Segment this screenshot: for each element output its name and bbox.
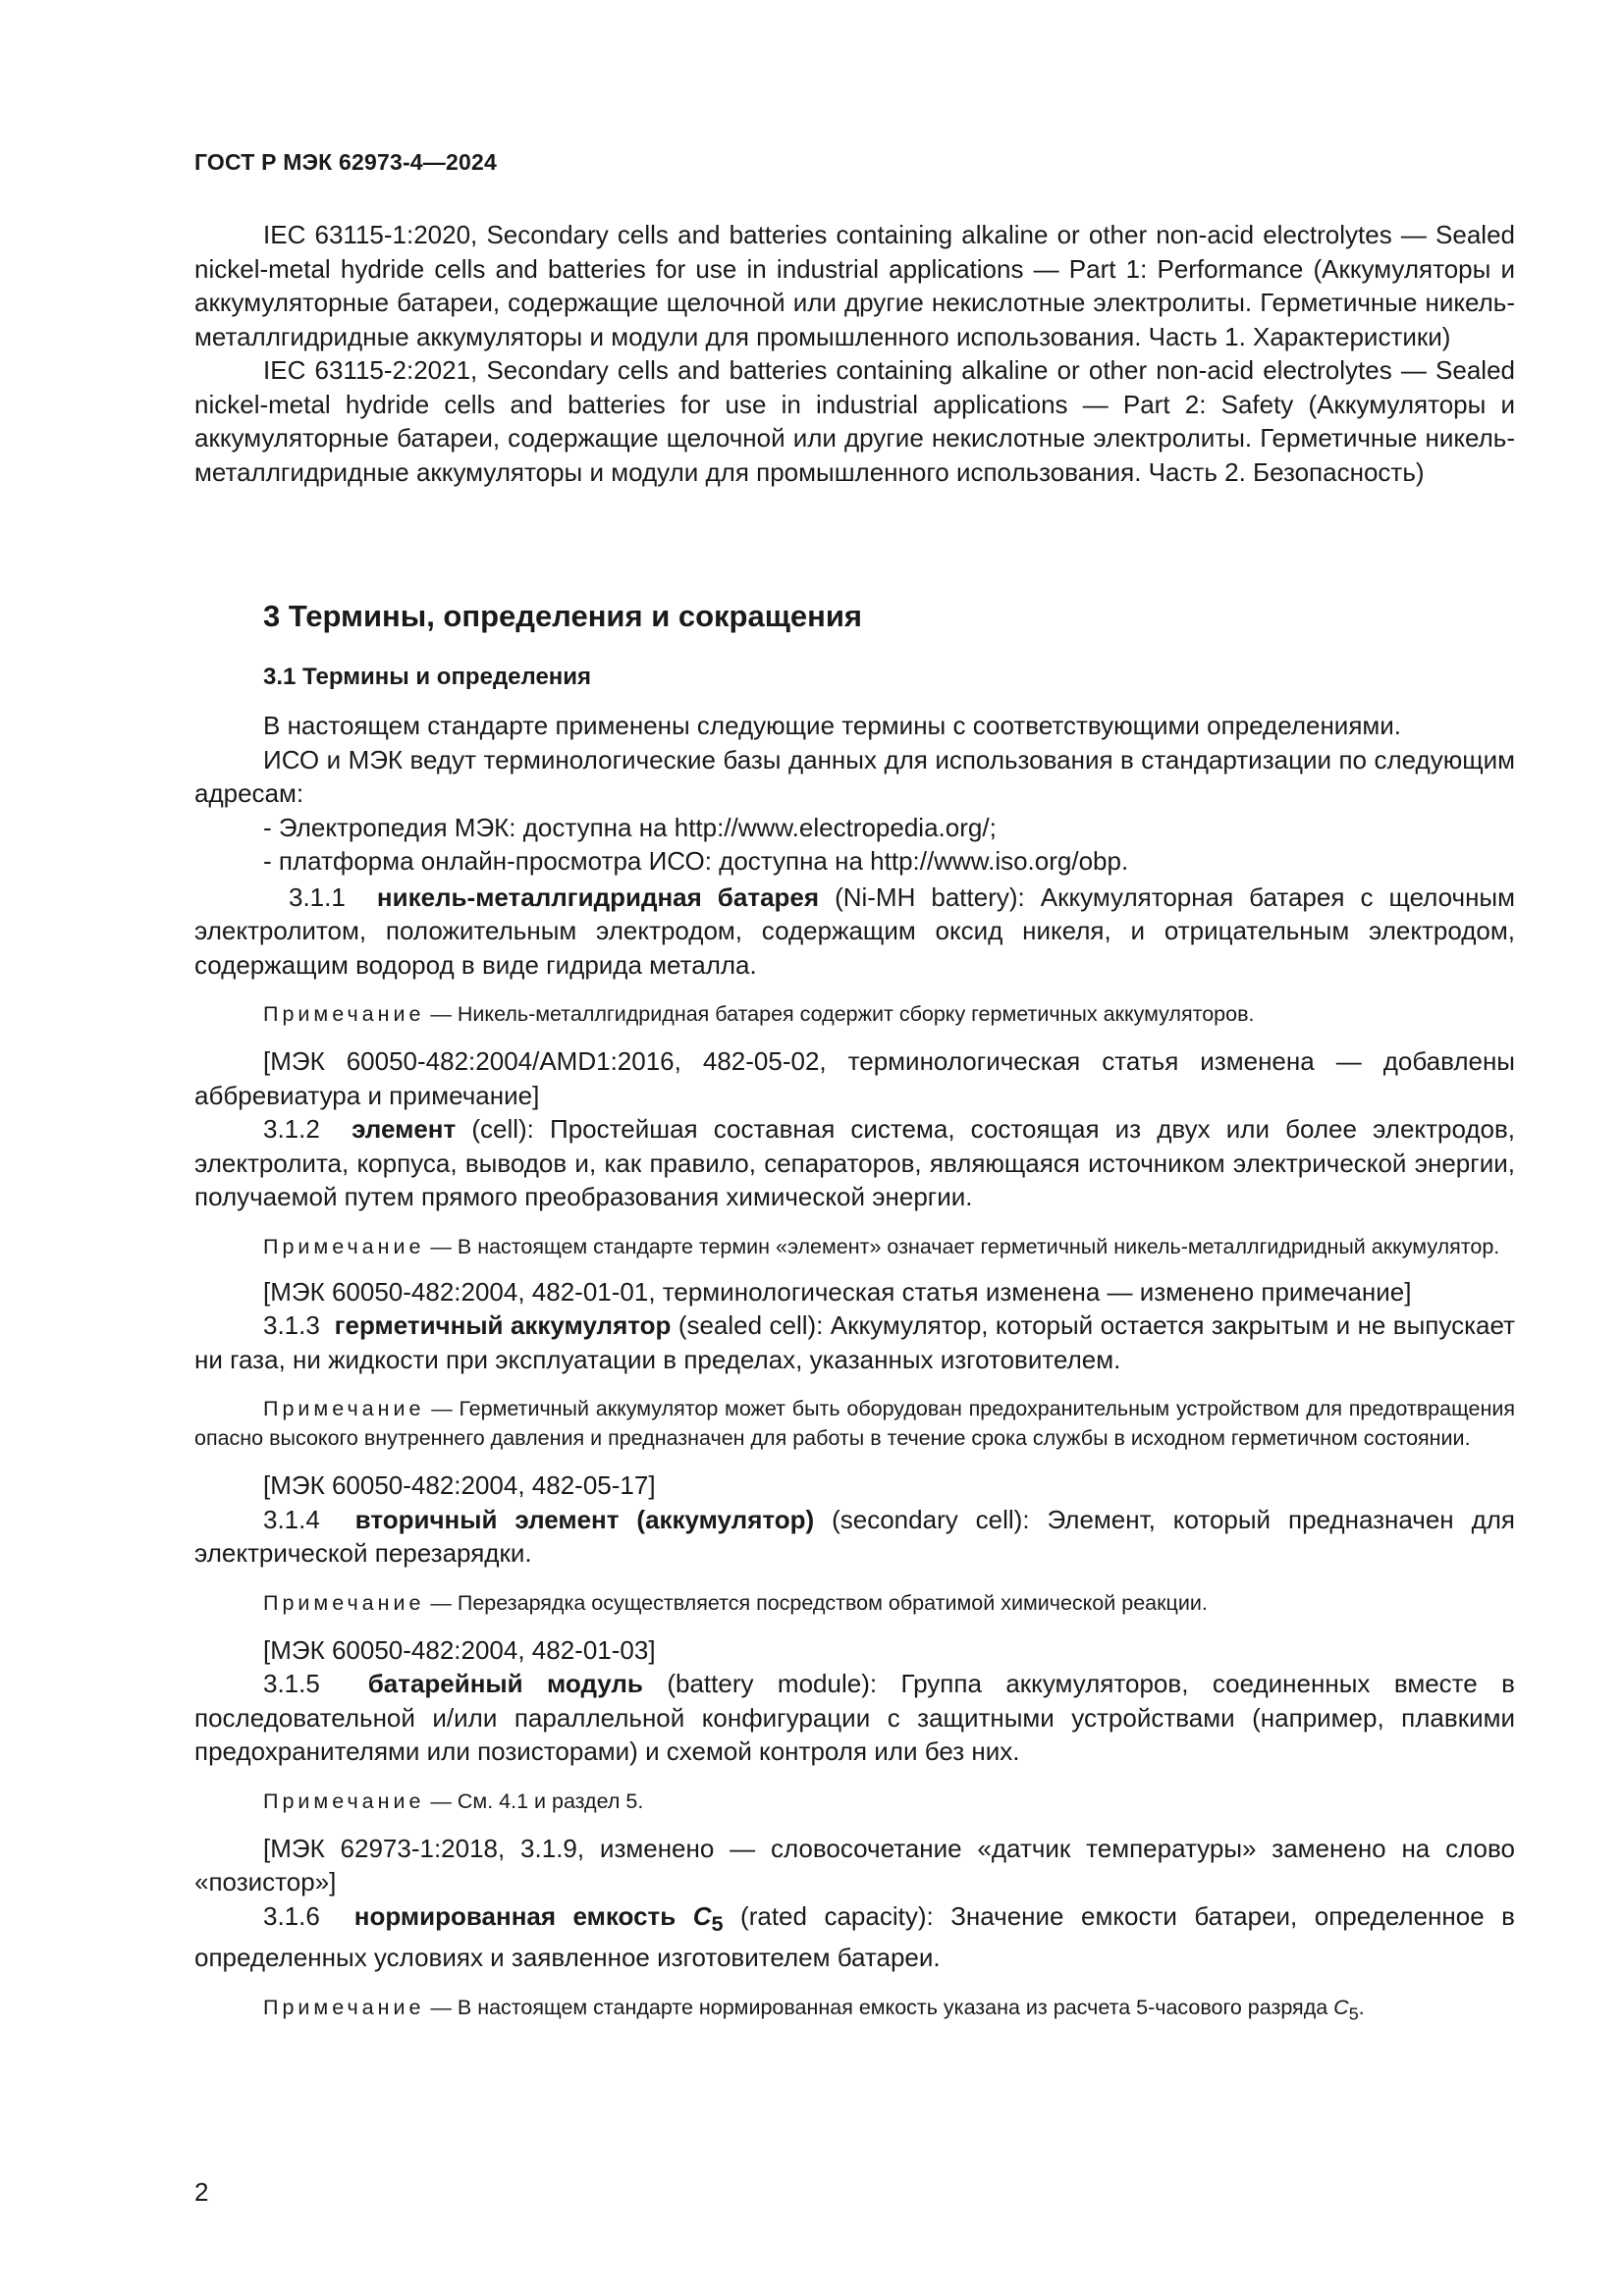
note-label: Примечание bbox=[263, 1590, 425, 1615]
term-number: 3.1.5 bbox=[263, 1669, 320, 1698]
page-number: 2 bbox=[194, 2177, 209, 2207]
term-name: нормированная емкость bbox=[353, 1900, 677, 1931]
term-name: элемент bbox=[352, 1114, 457, 1144]
note-symbol-sub: 5 bbox=[1348, 2002, 1359, 2023]
note-text: — В настоящем стандарте термин «элемент» означает герметичный никель-металлгидридный аккумулятор. bbox=[424, 1234, 1500, 1258]
source-3-1-5: [МЭК 62973-1:2018, 3.1.9, изменено — словосочетание «датчик температуры» заменено на слово «позистор»] bbox=[194, 1833, 1515, 1896]
term-name: герметичный аккумулятор bbox=[334, 1310, 672, 1340]
section-3-heading-block bbox=[194, 599, 1515, 634]
reference-iec-63115-1: IEC 63115-1:2020, Secondary cells and batteries containing alkaline or other non-acid electrolytes — Sealed nickel-metal hydride cells and batteries for use in industrial applications — Part 1: Performance (Аккумуляторы и аккумуляторные батареи, содержащие щелочной или другие некислотные электролиты. Герметичные никель-металлгидридные аккумуляторы и модули для промышленного использования. Часть 1. Характеристики) bbox=[194, 220, 1515, 351]
reference-iec-63115-2: IEC 63115-2:2021, Secondary cells and batteries containing alkaline or other non-acid electrolytes — Sealed nickel-metal hydride cells and batteries for use in industrial applications — Part 2: Safety (Аккумуляторы и аккумуляторные батареи, содержащие щелочной или другие некислотные электролиты. Герметичные никель-металлгидридные аккумуляторы и модули для промышленного использования. Часть 2. Безопасность) bbox=[194, 355, 1515, 487]
note-3-1-4 bbox=[194, 1588, 1515, 1618]
term-number: 3.1.2 bbox=[263, 1114, 320, 1144]
subsection-3-1-heading-block bbox=[194, 664, 1515, 691]
term-definition: (sealed cell): Аккумулятор, который остается закрытым и не выпускает ни газа, ни жидкости при эксплуатации в пределах, указанных изготовителем. bbox=[194, 1310, 1515, 1374]
note-label: Примечание bbox=[263, 1789, 425, 1813]
term-definition: (rated capacity): Значение емкости батареи, определенное в определенных условиях и заявленное изготовителем батареи. bbox=[194, 1900, 1515, 1973]
term-name: вторичный элемент (аккумулятор) bbox=[354, 1504, 815, 1534]
note-3-1-6 bbox=[194, 1993, 1515, 2028]
note-symbol: C bbox=[1333, 1995, 1349, 2019]
note-label: Примечание bbox=[263, 1995, 425, 2019]
term-definition: (cell): Простейшая составная система, состоящая из двух или более электродов, электролита, корпуса, выводов и, как правило, сепараторов, являющаяся источником электрической энергии, получаемой путем прямого преобразования химической энергии. bbox=[194, 1114, 1515, 1211]
note-text: — Герметичный аккумулятор может быть оборудован предохранительным устройством для предотвращения опасно высокого внутреннего давления и предназначен для работы в течение срока службы в исходном герметичном состоянии. bbox=[194, 1397, 1515, 1450]
link-electropedia: - Электропедия МЭК: доступна на http://www.electropedia.org/; bbox=[263, 812, 997, 842]
term-3-1-5 bbox=[194, 1667, 1515, 1769]
source-3-1-4: [МЭК 60050-482:2004, 482-01-03] bbox=[263, 1634, 656, 1665]
term-name: батарейный модуль bbox=[367, 1669, 643, 1698]
term-number: 3.1.1 bbox=[289, 881, 346, 912]
term-number: 3.1.4 bbox=[263, 1504, 320, 1534]
document-header: ГОСТ Р МЭК 62973-4—2024 bbox=[194, 149, 497, 175]
source-3-1-3: [МЭК 60050-482:2004, 482-05-17] bbox=[263, 1470, 656, 1500]
term-definition: (battery module): Группа аккумуляторов, соединенных вместе в последовательной и/или параллельной конфигурации с защитными устройствами (например, плавкими предохранителями или позисторами) и схемой контроля или без них. bbox=[194, 1669, 1515, 1766]
intro-databases: ИСО и МЭК ведут терминологические базы данных для использования в стандартизации по следующим адресам: bbox=[194, 744, 1515, 808]
term-number: 3.1.6 bbox=[263, 1900, 320, 1931]
source-3-1-1: [МЭК 60050-482:2004/AMD1:2016, 482-05-02, терминологическая статья изменена — добавлены аббревиатура и примечание] bbox=[194, 1046, 1515, 1110]
normative-references bbox=[194, 218, 1515, 489]
note-text: — В настоящем стандарте нормированная емкость указана из расчета 5-часового разряда bbox=[424, 1995, 1334, 2019]
note-text: — Никель-металлгидридная батарея содержит сборку герметичных аккумуляторов. bbox=[424, 1002, 1255, 1026]
note-3-1-3 bbox=[194, 1394, 1515, 1453]
link-iso-obp: - платформа онлайн-просмотра ИСО: доступна на http://www.iso.org/obp. bbox=[263, 846, 1129, 876]
term-3-1-1 bbox=[194, 881, 1515, 983]
note-3-1-1 bbox=[194, 999, 1515, 1029]
term-symbol-sub: 5 bbox=[711, 1910, 724, 1936]
term-3-1-4 bbox=[194, 1503, 1515, 1571]
note-text: — Перезарядка осуществляется посредством обратимой химической реакции. bbox=[424, 1590, 1208, 1615]
term-3-1-3 bbox=[194, 1308, 1515, 1376]
note-label: Примечание bbox=[263, 1002, 425, 1026]
definitions-body bbox=[194, 709, 1515, 2028]
term-definition: (Ni-MH battery): Аккумуляторная батарея с щелочным электролитом, положительным электродом, содержащим оксид никеля, и отрицательным электродом, содержащим водород в виде гидрида металла. bbox=[194, 881, 1515, 980]
source-3-1-2: [МЭК 60050-482:2004, 482-01-01, терминологическая статья изменена — изменено примечание] bbox=[263, 1276, 1412, 1307]
note-label: Примечание bbox=[263, 1397, 425, 1420]
note-label: Примечание bbox=[263, 1234, 425, 1258]
term-3-1-2 bbox=[194, 1112, 1515, 1214]
note-end: . bbox=[1358, 1995, 1365, 2019]
term-symbol: C bbox=[692, 1900, 712, 1931]
note-text: — См. 4.1 и раздел 5. bbox=[424, 1789, 644, 1813]
term-definition: (secondary cell): Элемент, который предназначен для электрической перезарядки. bbox=[194, 1504, 1515, 1568]
note-3-1-5 bbox=[194, 1787, 1515, 1816]
term-3-1-6 bbox=[194, 1899, 1515, 1975]
intro-paragraph: В настоящем стандарте применены следующие термины с соответствующими определениями. bbox=[263, 711, 1402, 740]
section-title: 3 Термины, определения и сокращения bbox=[263, 599, 862, 633]
term-number: 3.1.3 bbox=[263, 1310, 320, 1340]
subsection-title: 3.1 Термины и определения bbox=[263, 664, 592, 690]
term-name: никель-металлгидридная батарея bbox=[376, 881, 820, 912]
note-3-1-2 bbox=[194, 1232, 1515, 1261]
